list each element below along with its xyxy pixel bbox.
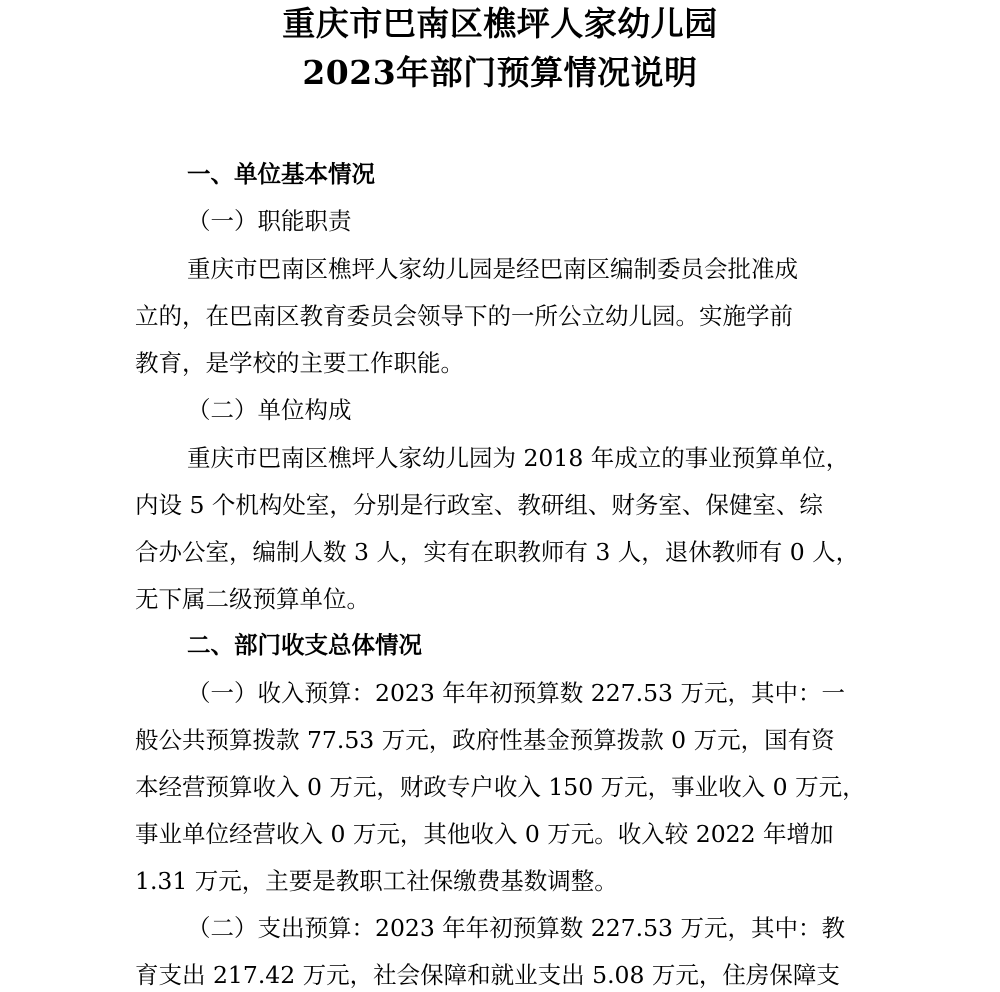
- paragraph-line: （一）收入预算：2023 年年初预算数 227.53 万元，其中：一: [187, 679, 845, 707]
- document-title-line1: 重庆市巴南区樵坪人家幼儿园: [282, 4, 718, 43]
- paragraph-line: 立的，在巴南区教育委员会领导下的一所公立幼儿园。实施学前: [135, 302, 793, 330]
- document-title-line2: 2023年部门预算情况说明: [302, 53, 698, 92]
- paragraph-line: 教育，是学校的主要工作职能。: [135, 349, 464, 377]
- subsection-heading-composition: （二）单位构成: [187, 396, 352, 424]
- section-heading-revenue-expenditure: 二、部门收支总体情况: [187, 631, 422, 659]
- section-heading-basic-info: 一、单位基本情况: [187, 160, 375, 188]
- paragraph-line: 本经营预算收入 0 万元，财政专户收入 150 万元，事业收入 0 万元，: [135, 773, 866, 801]
- paragraph-line: 般公共预算拨款 77.53 万元，政府性基金预算拨款 0 万元，国有资: [135, 726, 835, 754]
- paragraph-line: 重庆市巴南区樵坪人家幼儿园是经巴南区编制委员会批准成: [187, 255, 798, 283]
- paragraph-line: 合办公室，编制人数 3 人，实有在职教师有 3 人，退休教师有 0 人，: [135, 538, 860, 566]
- paragraph-line: 事业单位经营收入 0 万元，其他收入 0 万元。收入较 2022 年增加: [135, 820, 834, 848]
- paragraph-line: （二）支出预算：2023 年年初预算数 227.53 万元，其中：教: [187, 914, 845, 942]
- paragraph-line: 育支出 217.42 万元，社会保障和就业支出 5.08 万元，住房保障支: [135, 961, 840, 989]
- paragraph-line: 重庆市巴南区樵坪人家幼儿园为 2018 年成立的事业预算单位，: [187, 444, 850, 472]
- subsection-heading-duties: （一）职能职责: [187, 207, 352, 235]
- paragraph-line: 无下属二级预算单位。: [135, 585, 370, 613]
- paragraph-line: 内设 5 个机构处室，分别是行政室、教研组、财务室、保健室、综: [135, 491, 823, 519]
- paragraph-line: 1.31 万元，主要是教职工社保缴费基数调整。: [135, 867, 618, 895]
